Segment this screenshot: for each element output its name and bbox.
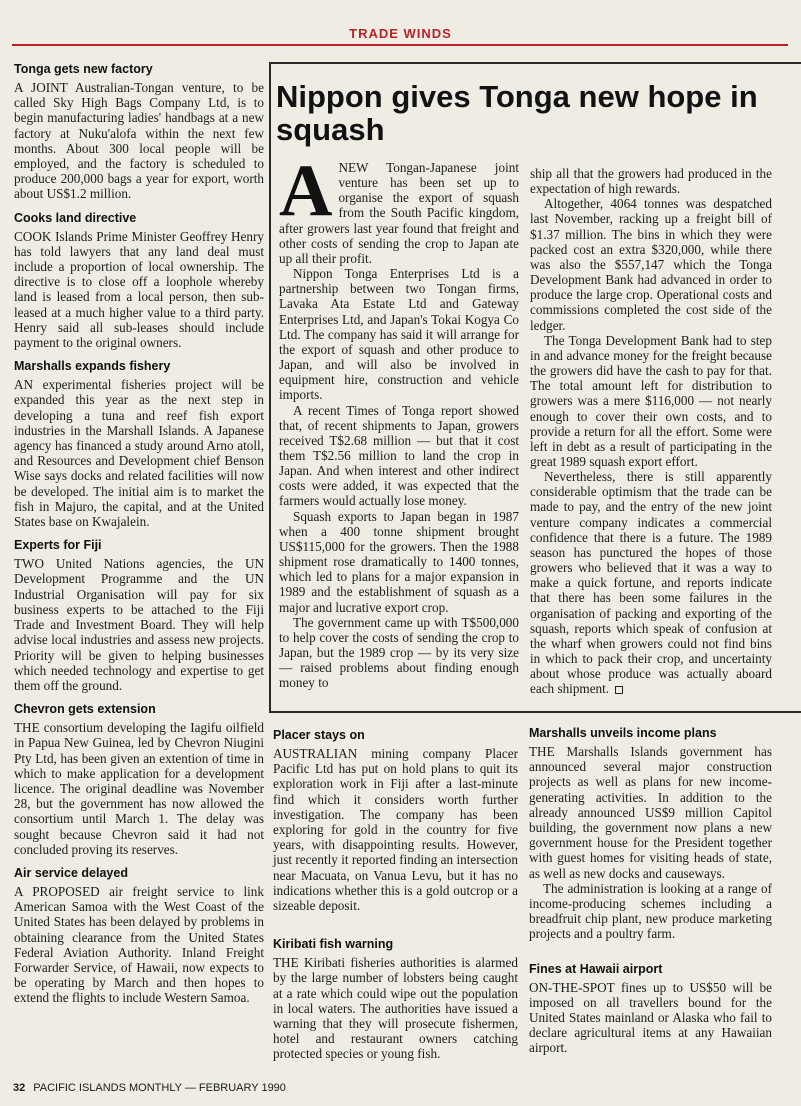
feature-paragraph: ship all that the growers had produced in the expectation of high rewards. (530, 166, 772, 197)
story-marshalls-income (529, 726, 772, 942)
feature-paragraph: Nippon Tonga Enterprises Ltd is a partnership between two Tongan firms, Lavaka Ata Estate Ltd and Gateway Enterprises Ltd, and Japan's Tokai Kogya Co Ltd. The company has said it will arrange for the export of squash and other produce to Japan, and will also be involved in equipment hire, construction and vehicle imports. (279, 266, 519, 403)
story-paragraph: TWO United Nations agencies, the UN Development Programme and the UN Industrial Organisation will pay for six business experts to be attached to the Fiji Trade and Investment Board. They will help advise local industries and assess new projects. Priority will be given to helping businesses which needed technology and expertise to get them off the ground. (14, 556, 264, 693)
story-air-service (14, 866, 264, 1006)
story-paragraph: THE Marshalls Islands government has announced several major construction projects as well as plans for new income-generating activities. In addition to the already announced US$9 million Capitol building, the government now plans a new government house for the President together with guest homes for visiting heads of state, as well as new docks and causeways. (529, 744, 772, 881)
story-title: Marshalls expands fishery (14, 359, 171, 374)
story-title: Air service delayed (14, 865, 128, 880)
story-title: Fines at Hawaii airport (529, 961, 663, 976)
story-cooks-land (14, 211, 264, 351)
story-paragraph: A PROPOSED air freight service to link American Samoa with the West Coast of the United States has been delayed by problems in obtaining clearance from the United States Federal Aviation Authority. Inland Freight Forwarder Service, of Hawaii, now expects to be operating by March and then hopes to extend the flights to include Western Samoa. (14, 883, 264, 1006)
feature-paragraph: Nevertheless, there is still apparently considerable optimism that the trade can be made to pay, and the entry of the new joint venture company indicates a commercial confidence that there is a future. The 1989 season has punctured the hopes of those growers who believed that it was a way to make a quick fortune, and reports indicate that there has been some failures in the organisation of packing and exporting of the squash, reports which speak of confusion at the wharf when growers could not find bins in which to pack their crop, and uncertainty about whose produce was actually aboard each shipment. (530, 469, 772, 697)
story-title: Cooks land directive (14, 210, 137, 225)
story-chevron (14, 702, 264, 857)
feature-paragraph: The Tonga Development Bank had to step in and advance money for the freight because the growers did have the cash to pay for that. The total amount left for distribution to growers was a mere $116,000 — not nearly enough to cover their own costs, and to provide a return for all the effort. Some were left in debt as a result of participating in the great 1989 squash export effort. (530, 332, 772, 469)
story-experts-fiji (14, 538, 264, 693)
feature-paragraph: Altogether, 4064 tonnes was despatched last November, racking up a freight bill of $1.37 million. The bins in which they were packed cost an extra $320,000, while there was also the $557,147 which the Tonga Development Bank had advanced in order to produce the large crop. Operational costs and commissions completed the cost side of the ledger. (530, 196, 772, 333)
publication-line: PACIFIC ISLANDS MONTHLY — FEBRUARY 1990 (33, 1082, 286, 1094)
story-title: Placer stays on (273, 728, 365, 742)
section-title: TRADE WINDS (349, 26, 452, 41)
feature-paragraph: Squash exports to Japan began in 1987 when a 400 tonne shipment brought US$115,000 for the growers. Then the 1988 shipment rose dramatically to 1400 tonnes, which led to plans for a major expansion in 1989 and the establishment of squash as a major and lucrative export crop. (279, 508, 519, 615)
story-marshalls-fishery (14, 359, 264, 529)
story-title: Tonga gets new factory (14, 62, 153, 76)
middle-lower-column (273, 728, 518, 1071)
story-kiribati (273, 937, 518, 1061)
feature-headline: Nippon gives Tonga new hope in squash (276, 79, 758, 147)
story-paragraph: A JOINT Australian-Tongan venture, to be called Sky High Bags Company Ltd, is to begin manufacturing ladies' handbags at a new factory at Nuku'alofa within the next few months. About 300 local people will be employed, and the factory is scheduled to produce 200,000 bags a year for export, worth about US$1.2 million. (14, 80, 264, 202)
feature-column-1 (279, 150, 519, 691)
story-paragraph: COOK Islands Prime Minister Geoffrey Henry has told lawyers that any land deal must include a proportion of local ownership. The directive is to close off a loophole whereby land is leased from a local person, then sub-leased at a much higher value to a third party. Henry said all sub-leases should include payment to the original owners. (14, 228, 264, 351)
story-title: Kiribati fish warning (273, 937, 394, 952)
story-tonga-factory (14, 62, 264, 202)
feature-paragraph: ANEW Tongan-Japanese joint venture has been set up to organise the export of squash from the South Pacific kingdom, after growers last year found that freight and other costs of sending the crop to Japan ate up all their profit. (279, 150, 519, 266)
header-rule (12, 44, 788, 46)
story-title: Marshalls unveils income plans (529, 726, 717, 740)
story-paragraph: ON-THE-SPOT fines up to US$50 will be imposed on all travellers bound for the United States mainland or Alaska who fail to declare agricultural items at any Hawaiian airport. (529, 979, 772, 1056)
story-hawaii-fines (529, 962, 772, 1056)
story-paragraph: The administration is looking at a range of income-producing schemes including a breadfruit chip plant, new produce marketing projects and a poultry farm. (529, 880, 772, 942)
feature-paragraph: The government came up with T$500,000 to help cover the costs of sending the crop to Japan, but the 1989 crop — by its very size — raised problems about finding enough money to (279, 614, 519, 691)
story-placer (273, 728, 518, 913)
story-paragraph: AN experimental fisheries project will be expanded this year as the next step in developing a tuna and reef fish export industries in the Marshall Islands. A Japanese agency has financed a study around Arno atoll, and Resources and Development chief Benson Wise says docks and related facilities will now be developed. The initial aim is to market the fish in Majuro, the capital, and at the United States base on Kwajalein. (14, 377, 264, 530)
feature-paragraph: A recent Times of Tonga report showed that, of recent shipments to Japan, growers received T$2.68 million — but that it cost them T$2.56 million to land the crop in Japan. And when interest and other indirect costs were added, it was expected that the farmers would actually lose money. (279, 402, 519, 509)
right-lower-column (529, 726, 772, 1065)
story-title: Chevron gets extension (14, 702, 156, 717)
end-of-story-icon (615, 686, 623, 694)
left-column (14, 62, 264, 1015)
drop-cap: A (279, 150, 333, 232)
story-paragraph: AUSTRALIAN mining company Placer Pacific Ltd has put on hold plans to quit its exploration work in Fiji after a last-minute find which it considers worth further investigation. The company has been exploring for gold in the country for five years, with disappointing results. However, just recently it reported finding an intersection near Macuata, on Vanua Levu, but it has no indications whether this is a gold outcrop or a sizeable deposit. (273, 746, 518, 914)
page-footer (13, 1082, 286, 1094)
story-paragraph: THE consortium developing the Iagifu oilfield in Papua New Guinea, led by Chevron Niugini Pty Ltd, has been given an extention of time in which to make application for a development licence. The original deadline was November 28, but the government has now allowed the consortium until March 1. The delay was sought because Chevron said it had not concluded proving its reserves. (14, 720, 264, 857)
feature-column-2 (530, 166, 772, 696)
story-title: Experts for Fiji (14, 538, 102, 553)
story-paragraph: THE Kiribati fisheries authorities is alarmed by the large number of lobsters being caught at a rate which could wipe out the population in local waters. The authorities have issued a warning that they will prosecute fishermen, hotel and restaurant owners catching protected species or young fish. (273, 955, 518, 1062)
page-number: 32 (13, 1082, 26, 1094)
